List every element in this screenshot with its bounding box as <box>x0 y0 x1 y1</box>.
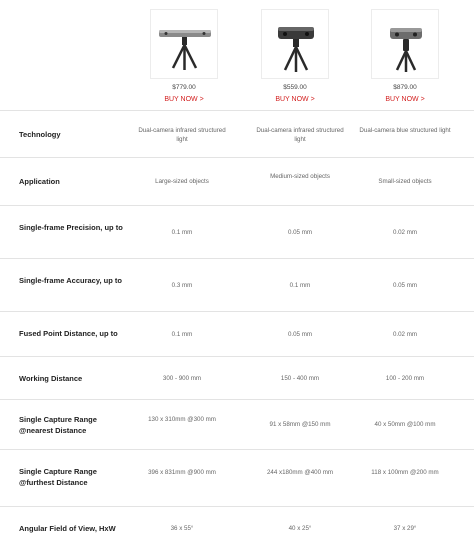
table-cell: 0.05 mm <box>287 331 313 338</box>
table-cell: 0.1 mm <box>171 331 193 338</box>
row-label: Single-frame Accuracy, up to <box>19 276 122 285</box>
table-cell: 130 x 310mm @300 mm <box>148 416 216 423</box>
product-price: $559.00 <box>283 84 307 91</box>
table-cell: 100 - 200 mm <box>385 375 425 382</box>
buy-now-link[interactable]: BUY NOW > <box>275 96 315 103</box>
table-cell: 37 x 29° <box>393 525 417 532</box>
scanner-on-tripod-icon <box>262 10 330 80</box>
table-cell: Medium-sized objects <box>270 173 330 180</box>
table-row <box>0 400 474 450</box>
row-label: Single Capture Range @furthest Distance <box>19 467 97 487</box>
table-cell: 0.3 mm <box>171 282 193 289</box>
row-label: Application <box>19 177 60 186</box>
table-cell: 0.1 mm <box>289 282 311 289</box>
table-cell: Large-sized objects <box>155 178 209 185</box>
table-row <box>0 259 474 312</box>
product-header <box>0 0 474 110</box>
table-cell: 0.05 mm <box>287 229 313 236</box>
table-cell: Dual-camera infrared structured light <box>256 127 344 143</box>
table-cell: Small-sized objects <box>378 178 432 185</box>
table-cell: 300 - 900 mm <box>162 375 202 382</box>
table-cell: 40 x 25° <box>288 525 312 532</box>
table-cell: Dual-camera infrared structured light <box>138 127 226 143</box>
table-cell: 0.05 mm <box>392 282 418 289</box>
product-image-1[interactable] <box>150 9 218 79</box>
table-row <box>0 206 474 259</box>
buy-now-link[interactable]: BUY NOW > <box>385 96 425 103</box>
table-row <box>0 450 474 507</box>
row-label: Single-frame Precision, up to <box>19 223 123 232</box>
buy-now-link[interactable]: BUY NOW > <box>164 96 204 103</box>
product-image-3[interactable] <box>371 9 439 79</box>
row-label: Fused Point Distance, up to <box>19 329 118 338</box>
table-row <box>0 158 474 206</box>
table-cell: 0.02 mm <box>392 229 418 236</box>
product-image-2[interactable] <box>261 9 329 79</box>
product-price: $879.00 <box>393 84 417 91</box>
product-price: $779.00 <box>172 84 196 91</box>
table-cell: 150 - 400 mm <box>280 375 320 382</box>
table-cell: 91 x 58mm @150 mm <box>269 421 331 428</box>
table-row <box>0 507 474 551</box>
row-label: Working Distance <box>19 374 83 383</box>
product-column-1 <box>134 0 248 110</box>
table-cell: 40 x 50mm @100 mm <box>374 421 436 428</box>
row-label: Technology <box>19 130 61 139</box>
table-cell: 118 x 100mm @200 mm <box>371 469 439 476</box>
scanner-on-tripod-icon <box>151 10 219 80</box>
scanner-on-tripod-icon <box>372 10 440 80</box>
table-cell: 0.1 mm <box>171 229 193 236</box>
product-column-3 <box>355 0 469 110</box>
table-cell: Dual-camera blue structured light <box>359 127 451 134</box>
table-cell: 396 x 831mm @900 mm <box>148 469 216 476</box>
table-row <box>0 312 474 357</box>
table-cell: 244 x180mm @400 mm <box>266 469 334 476</box>
row-label: Angular Field of View, HxW <box>19 524 116 533</box>
table-row <box>0 357 474 400</box>
product-column-2 <box>245 0 359 110</box>
table-row <box>0 110 474 158</box>
table-cell: 0.02 mm <box>392 331 418 338</box>
table-cell: 36 x 55° <box>170 525 194 532</box>
row-label: Single Capture Range @nearest Distance <box>19 415 97 435</box>
